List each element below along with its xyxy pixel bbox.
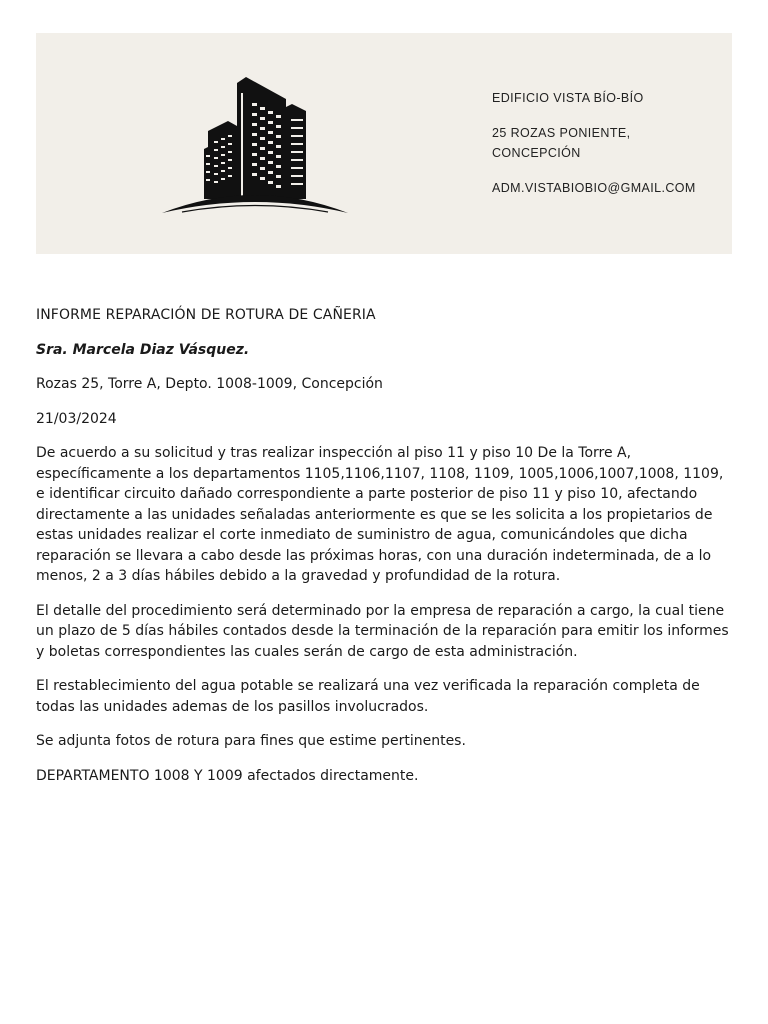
contact-block — [492, 88, 722, 213]
recipient-address: Rozas 25, Torre A, Depto. 1008-1009, Concepción — [36, 376, 383, 392]
address-line-2: CONCEPCIÓN — [492, 146, 581, 160]
paragraph-inspection: De acuerdo a su solicitud y tras realizar inspección al piso 11 y piso 10 De la Torre A, específicamente a los departamentos 1105,1106,1107, 1108, 1109, 1005,1006,1007,1008, 1109, e identificar circuito dañado correspondiente a parte posterior de piso 11 y piso 10, afectando directamente a las unidades señaladas anteriormente es que se les solicita a los propietarios de estas unidades realizar el corte inmediato de suministro de agua, comunicándoles que dicha reparación se llevara a cabo desde las próximas horas, con una duración indeterminada, de a lo menos, 2 a 3 días hábiles debido a la gravedad y profundidad de la rotura. — [36, 445, 724, 584]
paragraph-restoration: El restablecimiento del agua potable se realizará una vez verificada la reparación completa de todas las unidades ademas de los pasillos involucrados. — [36, 678, 700, 715]
paragraph-procedure: El detalle del procedimiento será determinado por la empresa de reparación a cargo, la cual tiene un plazo de 5 días hábiles contados desde la terminación de la reparación para emitir los informes y boletas correspondientes las cuales serán de cargo de esta administración. — [36, 602, 729, 660]
recipient-name: Sra. Marcela Diaz Vásquez. — [36, 341, 250, 358]
paragraph-photos: Se adjunta fotos de rotura para fines que estime pertinentes. — [36, 733, 466, 749]
report-body — [36, 305, 732, 800]
building-name: EDIFICIO VISTA BÍO-BÍO — [492, 91, 644, 105]
paragraph-affected-units: DEPARTAMENTO 1008 Y 1009 afectados directamente. — [36, 767, 419, 784]
report-title: INFORME REPARACIÓN DE ROTURA DE CAÑERIA — [36, 307, 376, 323]
address-line-1: 25 ROZAS PONIENTE, — [492, 126, 631, 140]
contact-email: ADM.VISTABIOBIO@GMAIL.COM — [492, 181, 696, 195]
letterhead — [36, 33, 732, 254]
report-date: 21/03/2024 — [36, 410, 117, 427]
building-logo-icon — [160, 73, 350, 215]
